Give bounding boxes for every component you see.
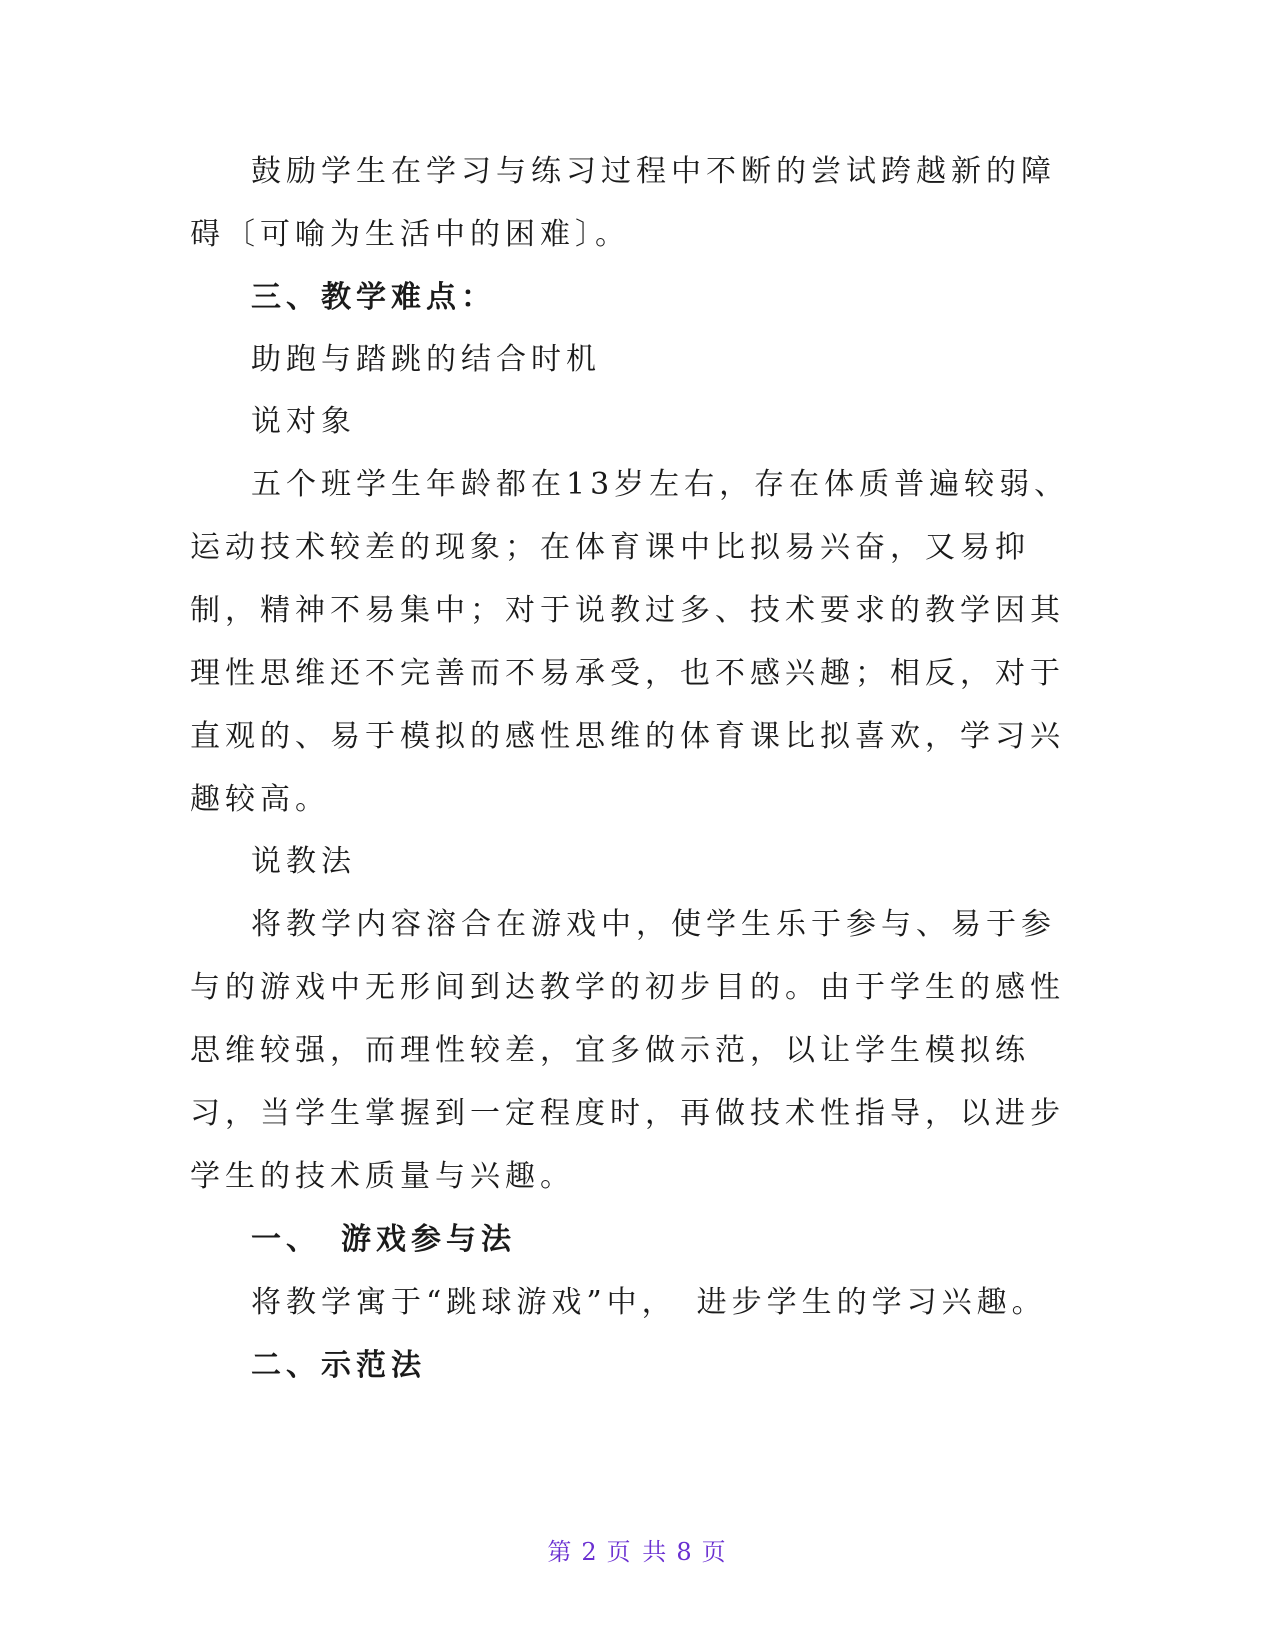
paragraph-method-title: 说教法 [251,844,356,879]
heading-demo-method: 二、示范法 [251,1348,426,1383]
paragraph-subject: 五个班学生年龄都在13岁左右，存在体质普遍较弱、运动技术较差的现象；在体育课中比拟易兴奋，又易抑制，精神不易集中；对于说教过多、技术要求的教学因其理性思维还不完善而不易承受，也不感兴趣；相反，对于直观的、易于模拟的感性思维的体育课比拟喜欢，学习兴趣较高。 [190,467,1070,817]
footer-mid: 页 共 [606,1538,669,1566]
footer-suffix: 页 [701,1538,728,1566]
footer-page-number: 2 [581,1538,599,1566]
page-footer [0,1532,1275,1567]
document-page [190,140,1085,1397]
paragraph-subject-title: 说对象 [251,404,356,439]
heading-game-method: 一、 游戏参与法 [251,1222,516,1257]
paragraph-encourage: 鼓励学生在学习与练习过程中不断的尝试跨越新的障碍〔可喻为生活中的困难〕。 [190,154,1056,252]
paragraph-difficulty: 助跑与踏跳的结合时机 [251,342,601,377]
footer-total-pages: 8 [676,1538,694,1566]
paragraph-method: 将教学内容溶合在游戏中，使学生乐于参与、易于参与的游戏中无形间到达教学的初步目的。由于学生的感性思维较强，而理性较差，宜多做示范，以让学生模拟练习，当学生掌握到一定程度时，再做技术性指导，以进步学生的技术质量与兴趣。 [190,907,1065,1194]
heading-teaching-difficulty: 三、教学难点： [251,280,496,315]
paragraph-game: 将教学寓于“跳球游戏”中， 进步学生的学习兴趣。 [251,1285,1047,1320]
footer-prefix: 第 [547,1538,574,1566]
